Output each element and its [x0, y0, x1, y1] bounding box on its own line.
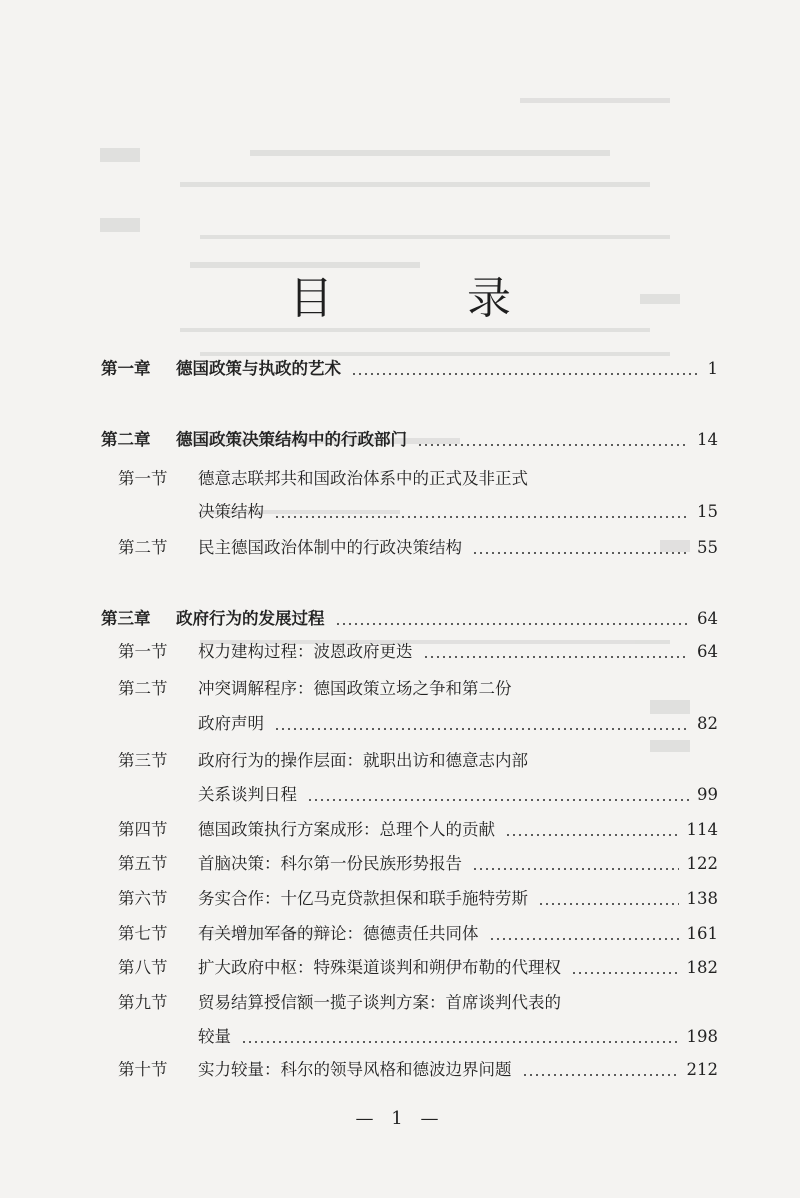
section-title: 首脑决策：科尔第一份民族形势报告	[198, 854, 462, 873]
chapter-title: 政府行为的发展过程	[176, 609, 325, 628]
section-title: 决策结构	[198, 502, 264, 521]
toc-entry[interactable]	[0, 533, 800, 563]
toc-entry[interactable]	[0, 1055, 800, 1085]
toc-entry[interactable]	[0, 884, 800, 914]
section-title: 扩大政府中枢：特殊渠道谈判和朔伊布勒的代理权	[198, 958, 561, 977]
page-number: 99	[697, 785, 718, 804]
page-number: 15	[697, 502, 718, 521]
section-title: 较量	[198, 1027, 231, 1046]
page-number: 64	[697, 609, 718, 628]
section-title: 冲突调解程序：德国政策立场之争和第二份	[198, 679, 512, 698]
chapter-title: 德国政策与执政的艺术	[176, 359, 341, 378]
section-label: 第九节	[118, 993, 168, 1012]
page-number: 212	[686, 1060, 718, 1079]
leader-dots	[571, 972, 679, 974]
toc-entry[interactable]	[0, 1022, 800, 1052]
toc-entry[interactable]	[0, 849, 800, 879]
section-label: 第六节	[118, 889, 168, 908]
section-title: 实力较量：科尔的领导风格和德波边界问题	[198, 1060, 512, 1079]
toc-entry[interactable]	[0, 780, 800, 810]
section-title: 政府声明	[198, 714, 264, 733]
chapter-label: 第一章	[101, 359, 151, 378]
leader-dots	[417, 444, 689, 446]
toc-entry[interactable]	[0, 425, 800, 455]
chapter-label: 第二章	[101, 430, 151, 449]
page-number: 64	[697, 642, 718, 661]
section-label: 第十节	[118, 1060, 168, 1079]
toc-entry[interactable]	[0, 354, 800, 384]
toc-entry[interactable]	[0, 637, 800, 667]
leader-dots	[351, 373, 700, 375]
page-number: 198	[686, 1027, 718, 1046]
section-label: 第二节	[118, 538, 168, 557]
leader-dots	[522, 1074, 679, 1076]
leader-dots	[472, 868, 679, 870]
leader-dots	[241, 1041, 679, 1043]
toc-entry[interactable]	[0, 497, 800, 527]
page-number: 161	[686, 924, 718, 943]
section-label: 第一节	[118, 642, 168, 661]
section-title: 权力建构过程：波恩政府更迭	[198, 642, 413, 661]
page-number: 55	[697, 538, 718, 557]
chapter-title: 德国政策决策结构中的行政部门	[176, 430, 407, 449]
section-label: 第五节	[118, 854, 168, 873]
page-number: 122	[686, 854, 718, 873]
page-number: 138	[686, 889, 718, 908]
toc-entry[interactable]	[0, 464, 800, 494]
leader-dots	[423, 656, 690, 658]
section-label: 第一节	[118, 469, 168, 488]
leader-dots	[472, 552, 689, 554]
leader-dots	[274, 516, 689, 518]
leader-dots	[489, 938, 679, 940]
toc-entry[interactable]	[0, 674, 800, 704]
leader-dots	[538, 903, 679, 905]
page-number: 14	[697, 430, 718, 449]
section-label: 第八节	[118, 958, 168, 977]
chapter-label: 第三章	[101, 609, 151, 628]
section-title: 民主德国政治体制中的行政决策结构	[198, 538, 462, 557]
leader-dots	[335, 623, 690, 625]
section-label: 第三节	[118, 751, 168, 770]
section-label: 第七节	[118, 924, 168, 943]
section-title: 政府行为的操作层面：就职出访和德意志内部	[198, 751, 528, 770]
page-number: 114	[686, 820, 718, 839]
toc-entry[interactable]	[0, 919, 800, 949]
page-number: 1	[707, 359, 718, 378]
toc-entry[interactable]	[0, 988, 800, 1018]
leader-dots	[307, 799, 689, 801]
section-title: 有关增加军备的辩论：德德责任共同体	[198, 924, 479, 943]
toc-entry[interactable]	[0, 815, 800, 845]
leader-dots	[505, 834, 679, 836]
section-title: 贸易结算授信额一揽子谈判方案：首席谈判代表的	[198, 993, 561, 1012]
page-number: 182	[686, 958, 718, 977]
section-title: 关系谈判日程	[198, 785, 297, 804]
section-label: 第四节	[118, 820, 168, 839]
leader-dots	[274, 728, 689, 730]
page-number: 82	[697, 714, 718, 733]
toc-entry[interactable]	[0, 709, 800, 739]
section-title: 德国政策执行方案成形：总理个人的贡献	[198, 820, 495, 839]
section-title: 务实合作：十亿马克贷款担保和联手施特劳斯	[198, 889, 528, 908]
toc-entry[interactable]	[0, 746, 800, 776]
toc-entry[interactable]	[0, 604, 800, 634]
page-title: 目 录	[289, 273, 571, 324]
section-title: 德意志联邦共和国政治体系中的正式及非正式	[198, 469, 528, 488]
toc-entry[interactable]	[0, 953, 800, 983]
page-number-footer: — 1 —	[355, 1108, 445, 1129]
section-label: 第二节	[118, 679, 168, 698]
